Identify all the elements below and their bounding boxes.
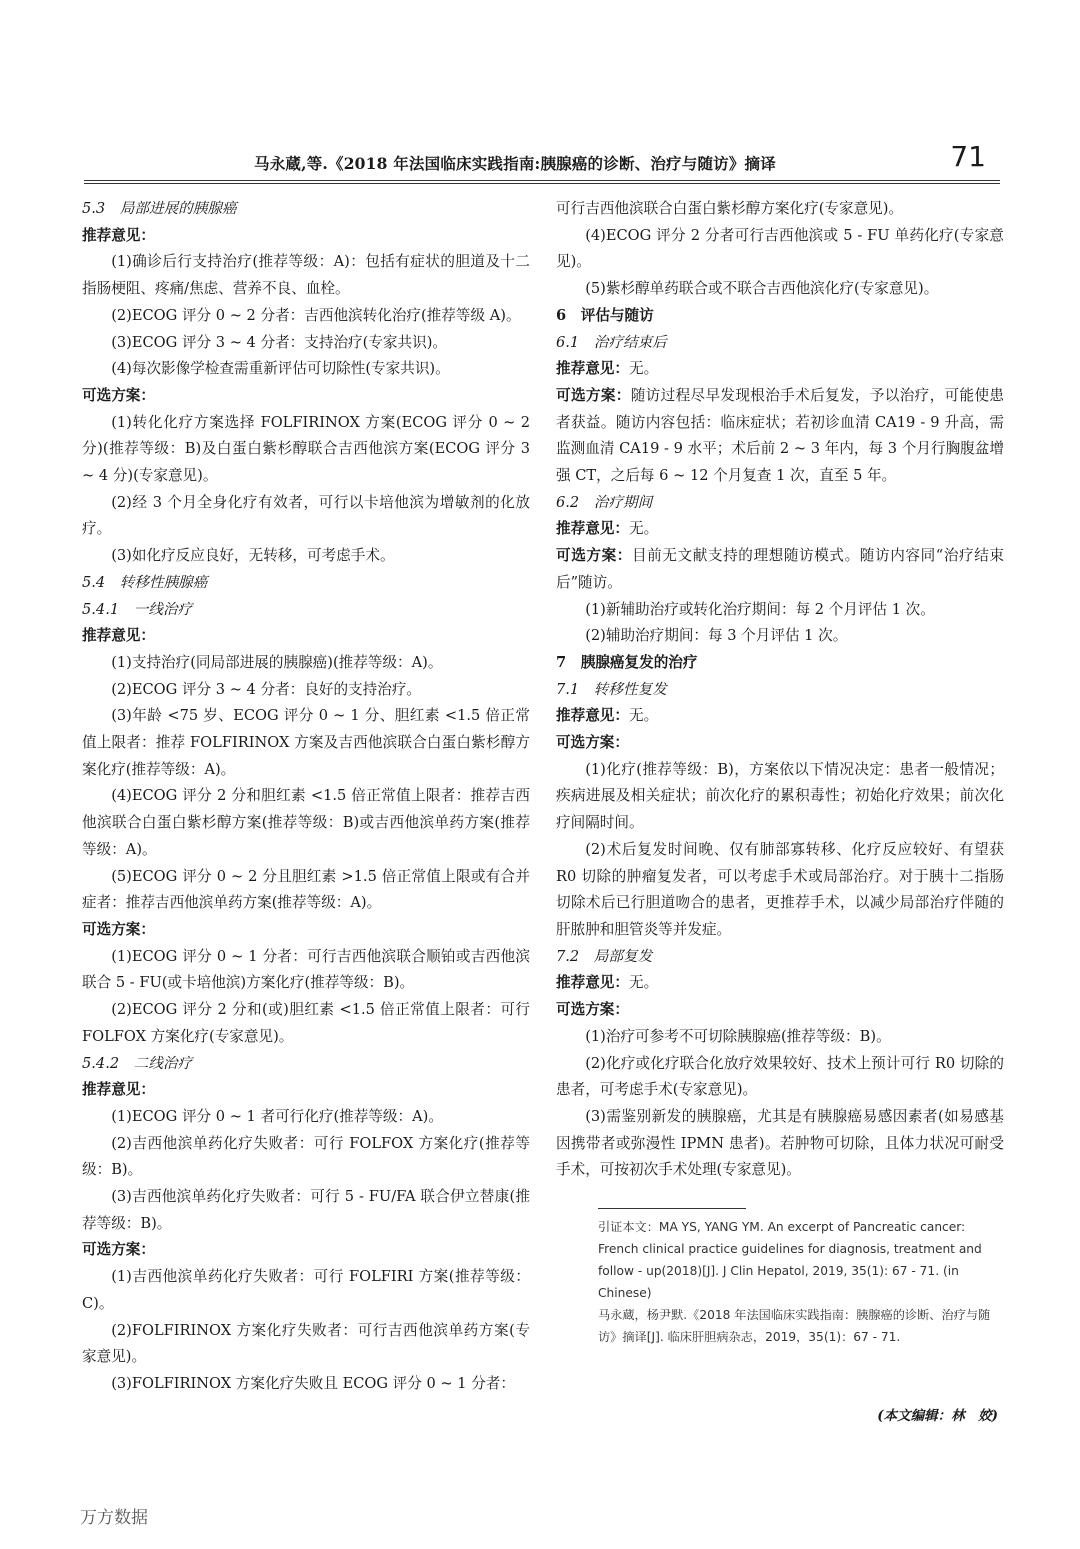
paragraph: (1)ECOG 评分 0 ~ 1 者可行化疗(推荐等级：A)。 (111, 1107, 443, 1125)
label-body: 目前无文献支持的理想随访模式。随访内容同“治疗结束后”随访。 (556, 547, 1004, 591)
section-label (556, 543, 1004, 596)
section-label (82, 623, 530, 650)
paragraph: (1)新辅助治疗或转化治疗期间：每 2 个月评估 1 次。 (585, 600, 935, 618)
subsubsection-heading: 5.4.1 一线治疗 (82, 600, 193, 618)
paragraph: (2)经 3 个月全身化疗有效者，可行以卡培他滨为增敏剂的化放疗。 (82, 493, 530, 538)
paragraph: (2)辅助治疗期间：每 3 个月评估 1 次。 (585, 627, 848, 645)
subsection-heading: 5.3 局部进展的胰腺癌 (82, 200, 237, 217)
paragraph: (1)ECOG 评分 0 ~ 1 分者：可行吉西他滨联合顺铂或吉西他滨联合 5 - FU(或卡培他滨)方案化疗(推荐等级：B)。 (82, 947, 530, 992)
paragraph: (3)年龄 <75 岁、ECOG 评分 0 ~ 1 分、胆红素 <1.5 倍正常值上限者：推荐 FOLFIRINOX 方案及吉西他滨联合白蛋白紫杉醇方案化疗(推荐等级：A)。 (82, 707, 530, 778)
section-heading: 6 评估与随访 (556, 306, 654, 324)
label-text: 推荐意见： (556, 974, 629, 992)
label-text: 推荐意见： (556, 360, 629, 378)
section-label (556, 997, 1004, 1024)
section-label (82, 1237, 530, 1264)
subsection-heading: 6.2 治疗期间 (556, 493, 653, 511)
section-label (82, 917, 530, 944)
label-text: 推荐意见： (82, 226, 155, 244)
paragraph: (3)吉西他滨单药化疗失败者：可行 5 - FU/FA 联合伊立替康(推荐等级：B)。 (82, 1188, 530, 1232)
right-column (556, 196, 1004, 1184)
label-body: 无。 (628, 520, 659, 538)
paragraph: (3)如化疗反应良好，无转移，可考虑手术。 (111, 547, 395, 565)
paragraph: (1)确诊后行支持治疗(推荐等级：A)：包括有症状的胆道及十二指肠梗阻、疼痛/焦虑、营养不良、血栓。 (82, 253, 530, 298)
citation-block (598, 1216, 1000, 1348)
paragraph: (3)FOLFIRINOX 方案化疗失败且 ECOG 评分 0 ~ 1 分者： (111, 1374, 515, 1392)
label-text: 可选方案： (82, 1241, 155, 1259)
paragraph: (2)术后复发时间晚、仅有肺部寡转移、化疗反应较好、有望获 R0 切除的肿瘤复发者，可以考虑手术或局部治疗。对于胰十二指肠切除术后已行胆道吻合的患者，更推荐手术，以减少局部治疗伴随的肝脓肿和胆管炎等并发症。 (556, 840, 1004, 938)
paragraph: (1)化疗(推荐等级：B)，方案依以下情况决定：患者一般情况；疾病进展及相关症状；前次化疗的累积毒性；初始化疗效果；前次化疗间隔时间。 (556, 760, 1004, 832)
label-text: 推荐意见： (556, 520, 629, 538)
editor-credit: (本文编辑：林 姣) (877, 1408, 998, 1424)
label-text: 可选方案： (556, 734, 629, 752)
label-body: 无。 (628, 974, 659, 992)
section-label (82, 383, 530, 410)
label-text: 可选方案： (556, 1001, 629, 1019)
paragraph: (2)化疗或化疗联合化放疗效果较好、技术上预计可行 R0 切除的患者，可考虑手术(专家意见)。 (556, 1054, 1004, 1099)
section-label (556, 970, 1004, 997)
section-label (556, 356, 1004, 383)
section-heading: 7 胰腺癌复发的治疗 (556, 653, 698, 671)
paragraph: (2)ECOG 评分 0 ~ 2 分者：吉西他滨转化治疗(推荐等级 A)。 (111, 306, 521, 324)
label-text: 可选方案： (82, 386, 155, 404)
label-text: 可选方案： (82, 920, 155, 938)
paragraph: (3)ECOG 评分 3 ~ 4 分者：支持治疗(专家共识)。 (111, 333, 447, 351)
label-body: 随访过程尽早发现根治手术后复发，予以治疗，可能使患者获益。随访内容包括：临床症状；若初诊血清 CA19 - 9 升高，需监测血清 CA19 - 9 水平；术后前 2 ~ 3 年内，每 3 个月行胸腹盆增强 CT，之后每 6 ~ 12 个月复查 1 次，直至 5 年。 (556, 386, 1004, 485)
subsection-heading: 7.1 转移性复发 (556, 680, 667, 698)
paragraph: (5)ECOG 评分 0 ~ 2 分且胆红素 >1.5 倍正常值上限或有合并症者：推荐吉西他滨单药方案(推荐等级：A)。 (82, 867, 530, 912)
paragraph: (4)ECOG 评分 2 分和胆红素 <1.5 倍正常值上限者：推荐吉西他滨联合白蛋白紫杉醇方案(推荐等级：B)或吉西他滨单药方案(推荐等级：A)。 (82, 787, 530, 858)
citation-chinese: 马永蔵，杨尹默.《2018 年法国临床实践指南：胰腺癌的诊断、治疗与随访》摘译[J]. 临床肝胆病杂志，2019，35(1)：67 - 71. (598, 1308, 991, 1344)
paragraph: (2)ECOG 评分 3 ~ 4 分者：良好的支持治疗。 (111, 680, 422, 698)
header-rule (84, 180, 1000, 184)
section-label (556, 516, 1004, 543)
subsection-heading: 5.4 转移性胰腺癌 (82, 573, 208, 591)
running-title: 马永蔵,等.《2018 年法国临床实践指南:胰腺癌的诊断、治疗与随访》摘译 (254, 154, 776, 173)
label-text: 推荐意见： (82, 1081, 155, 1099)
watermark: 万方数据 (80, 1508, 148, 1528)
subsection-heading: 6.1 治疗结束后 (556, 333, 667, 351)
page-number: 71 (950, 140, 986, 173)
paragraph: (4)每次影像学检查需重新评估可切除性(专家共识)。 (111, 360, 450, 378)
paragraph: 可行吉西他滨联合白蛋白紫杉醇方案化疗(专家意见)。 (556, 200, 904, 217)
paragraph: (1)支持治疗(同局部进展的胰腺癌)(推荐等级：A)。 (111, 653, 443, 671)
paragraph: (1)吉西他滨单药化疗失败者：可行 FOLFIRI 方案(推荐等级：C)。 (82, 1268, 530, 1312)
subsubsection-heading: 5.4.2 二线治疗 (82, 1054, 193, 1072)
label-body: 无。 (628, 360, 659, 378)
paragraph: (2)FOLFIRINOX 方案化疗失败者：可行吉西他滨单药方案(专家意见)。 (82, 1321, 530, 1366)
label-text: 可选方案： (556, 547, 632, 565)
paragraph: (1)转化化疗方案选择 FOLFIRINOX 方案(ECOG 评分 0 ~ 2 分)(推荐等级：B)及白蛋白紫杉醇联合吉西他滨方案(ECOG 评分 3 ~ 4 分)(专家意见)。 (82, 413, 530, 485)
label-text: 推荐意见： (556, 707, 629, 725)
section-label (556, 383, 1004, 490)
section-label (556, 730, 1004, 757)
paragraph: (2)ECOG 评分 2 分和(或)胆红素 <1.5 倍正常值上限者：可行 FOLFOX 方案化疗(专家意见)。 (82, 1001, 530, 1045)
label-text: 可选方案： (556, 386, 631, 404)
section-label (82, 223, 530, 250)
label-text: 推荐意见： (82, 627, 155, 645)
citation-english: 引证本文：MA YS, YANG YM. An excerpt of Pancreatic cancer: French clinical practice guidelines for diagnosis, treatment and follow - up(2018)[J]. J Clin Hepatol, 2019, 35(1): 67 - 71. (in Chinese) (598, 1220, 982, 1300)
page-header (84, 140, 1000, 188)
left-column (82, 196, 530, 1398)
section-label (556, 703, 1004, 730)
paragraph: (5)紫杉醇单药联合或不联合吉西他滨化疗(专家意见)。 (585, 280, 939, 298)
label-body: 无。 (628, 707, 659, 725)
paragraph: (3)需鉴别新发的胰腺癌，尤其是有胰腺癌易感因素者(如易感基因携带者或弥漫性 IPMN 患者)。若肿物可切除，且体力状况可耐受手术，可按初次手术处理(专家意见)。 (556, 1107, 1004, 1179)
paragraph: (4)ECOG 评分 2 分者可行吉西他滨或 5 - FU 单药化疗(专家意见)。 (556, 226, 1004, 271)
subsection-heading: 7.2 局部复发 (556, 947, 653, 965)
footnote-rule (598, 1208, 746, 1209)
section-label (82, 1077, 530, 1104)
paragraph: (1)治疗可参考不可切除胰腺癌(推荐等级：B)。 (585, 1027, 891, 1045)
paragraph: (2)吉西他滨单药化疗失败者：可行 FOLFOX 方案化疗(推荐等级：B)。 (82, 1134, 530, 1179)
